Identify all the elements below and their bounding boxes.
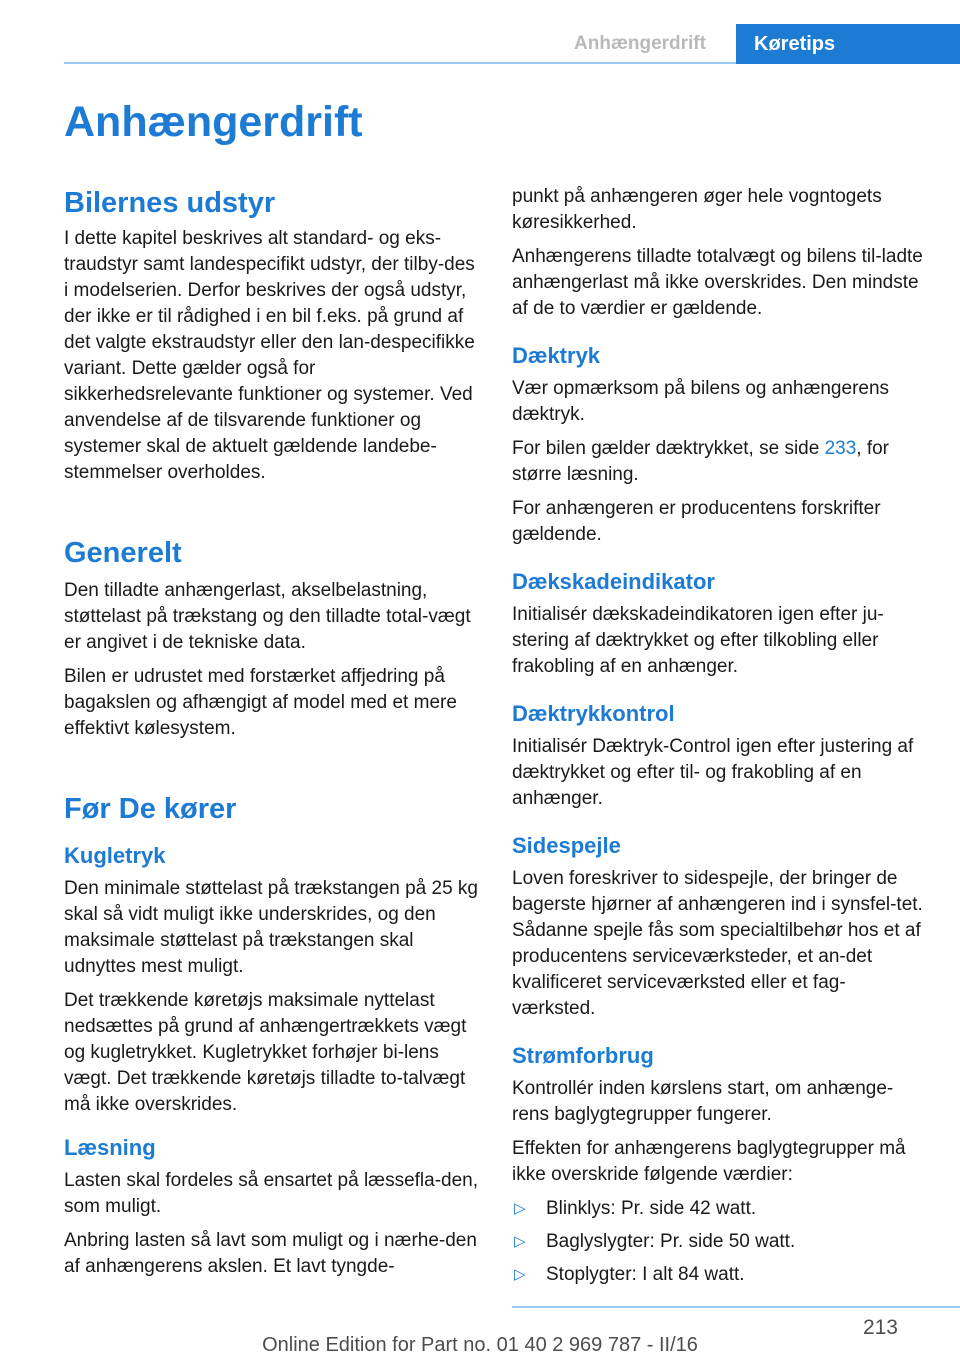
wattage-list: [512, 1196, 926, 1288]
page-link-233[interactable]: 233: [824, 438, 857, 459]
paragraph-daekskadeindikator: Initialisér dækskadeindikatoren igen efter ju-stering af dæktrykket og efter tilkobling eller frakobling af en anhænger.: [512, 604, 884, 677]
heading-foer-de-koerer: Før De kører: [64, 793, 237, 825]
paragraph-laesning-2: Anbring lasten så lavt som muligt og i nærhe-den af anhængerens akslen. Et lavt tyngde-: [64, 1230, 477, 1277]
edition-footer: Online Edition for Part no. 01 40 2 969 787 - II/16: [262, 1334, 698, 1356]
paragraph-stroemforbrug-1: Kontrollér inden kørslens start, om anhænge-rens baglygtegrupper fungerer.: [512, 1078, 894, 1125]
paragraph-kugletryk-2: Det trækkende køretøjs maksimale nyttelast nedsættes på grund af anhængertrækkets vægt og kugletrykket. Kugletrykket forhøjer bi-lens vægt. Det trækkende køretøjs tilladte to-talvægt må ikke overskrides.: [64, 990, 467, 1115]
paragraph-kugletryk-1: Den minimale støttelast på trækstangen på 25 kg skal så vidt muligt ikke underskrides, og den maksimale støttelast på trækstangen skal udnyttes mest muligt.: [64, 878, 478, 977]
chapter-tab[interactable]: Anhængerdrift: [574, 33, 706, 54]
paragraph-generelt-1: Den tilladte anhængerlast, akselbelastning, støttelast på trækstang og den tilladte total-vægt er angivet i de tekniske data.: [64, 580, 471, 653]
page-number: 213: [862, 1316, 898, 1339]
list-item: ▷ Baglyslygter: Pr. side 50 watt.: [512, 1229, 926, 1255]
heading-sidespejle: Sidespejle: [512, 833, 621, 858]
heading-bilernes-udstyr: Bilernes udstyr: [64, 187, 276, 219]
footer-rule: [512, 1306, 960, 1308]
heading-generelt: Generelt: [64, 537, 182, 569]
paragraph-stroemforbrug-2: Effekten for anhængerens baglygtegrupper må ikke overskride følgende værdier:: [512, 1138, 906, 1185]
left-column: [64, 184, 478, 1280]
paragraph-generelt-2: Bilen er udrustet med forstærket affjedring på bagakslen og afhængigt af model med et mere effektivt kølesystem.: [64, 666, 457, 739]
paragraph-continued: punkt på anhængeren øger hele vogntogets køresikkerhed.: [512, 186, 882, 233]
right-column: [512, 184, 926, 1295]
list-item: ▷ Blinklys: Pr. side 42 watt.: [512, 1196, 926, 1222]
daektryk-text-a: For bilen gælder dæktrykket, se side: [512, 438, 825, 459]
bullet-triangle-icon: ▷: [514, 1266, 526, 1283]
heading-daektrykkontrol: Dæktrykkontrol: [512, 701, 675, 726]
bullet-triangle-icon: ▷: [514, 1233, 526, 1250]
bullet-triangle-icon: ▷: [514, 1200, 526, 1217]
heading-kugletryk: Kugletryk: [64, 843, 166, 868]
daektryk-text-b: , for større læsning.: [512, 438, 890, 485]
paragraph-daektrykkontrol: Initialisér Dæktryk-Control igen efter justering af dæktrykket og efter til- og frakobling af en anhænger.: [512, 736, 914, 809]
heading-daektryk: Dæktryk: [512, 343, 601, 368]
paragraph-laesning-1: Lasten skal fordeles så ensartet på læssefla-den, som muligt.: [64, 1170, 479, 1217]
paragraph-sidespejle: Loven foreskriver to sidespejle, der bringer de bagerste hjørner af anhængeren ind i synsfel-tet. Sådanne spejle fås som specialtilbehør hos et af producentens serviceværksteder, et an-det kvalificeret serviceværksted eller et fag-værksted.: [512, 868, 923, 1019]
list-item: ▷ Stoplygter: I alt 84 watt.: [512, 1262, 926, 1288]
heading-daekskadeindikator: Dækskadeindikator: [512, 569, 715, 594]
heading-stroemforbrug: Strømforbrug: [512, 1043, 654, 1068]
page-title: Anhængerdrift: [64, 98, 363, 146]
paragraph-daektryk-2: [512, 436, 926, 488]
paragraph-bilernes: I dette kapitel beskrives alt standard- og eks-traudstyr samt landespecifikt udstyr, der tilby-des i modelserien. Derfor beskrives der også udstyr, der ikke er til rådighed i en bil f.eks. på grund af det valgte ekstraudstyr eller den lan-despecifikke variant. Dette gælder også for sikkerhedsrelevante funktioner og systemer. Ved anvendelse af de tilsvarende funktioner og systemer skal de aktuelt gældende landebe-stemmelser overholdes.: [64, 228, 475, 483]
paragraph-daektryk-1: Vær opmærksom på bilens og anhængerens dæktryk.: [512, 378, 890, 425]
paragraph-daektryk-3: For anhængeren er producentens forskrifter gældende.: [512, 498, 881, 545]
section-tab[interactable]: Køretips: [736, 24, 960, 64]
paragraph-totalvaegt: Anhængerens tilladte totalvægt og bilens til-ladte anhængerlast må ikke overskrides. Den mindste af de to værdier er gældende.: [512, 246, 923, 319]
heading-laesning: Læsning: [64, 1135, 156, 1160]
